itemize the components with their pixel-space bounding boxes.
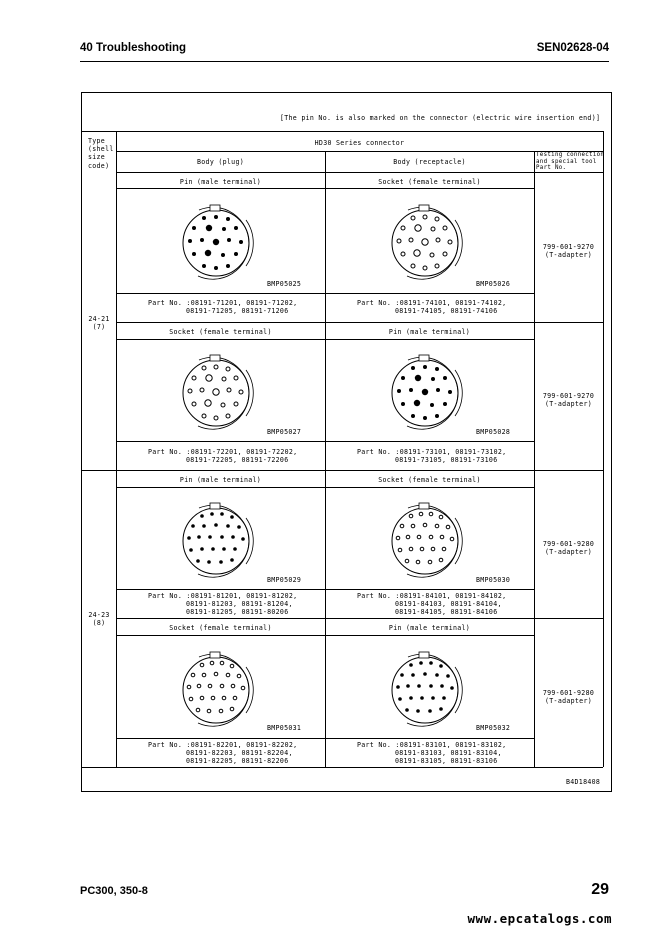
part-numbers: Part No. :08191-72201, 08191-72202, 08191-72205, 08191-72206 <box>148 448 298 464</box>
page-number: 29 <box>591 881 609 898</box>
col-mid-line <box>325 151 326 767</box>
connector-pin-diagram <box>375 348 475 434</box>
rule-g2-top <box>82 470 603 471</box>
tool-part-number: 799-601-9270 (T-adapter) <box>542 243 595 259</box>
col-body-plug: Body (plug) <box>197 158 244 166</box>
col-type-line <box>116 131 117 767</box>
col-tool-header: Testing connection and special tool Part No. <box>536 152 605 171</box>
figure-code: BMP05028 <box>476 428 511 436</box>
drawing-code: B4D18408 <box>566 778 601 786</box>
cell-label: Pin (male terminal) <box>388 328 471 336</box>
connector-pin-diagram <box>375 645 475 731</box>
figure-code: BMP05030 <box>476 576 511 584</box>
cell-label: Socket (female terminal) <box>378 476 481 484</box>
cell-label: Socket (female terminal) <box>378 178 481 186</box>
connector-socket-diagram <box>166 348 266 434</box>
connector-table <box>81 92 612 792</box>
cell-label: Pin (male terminal) <box>388 624 471 632</box>
type-code-group-2: 24-23 (8) <box>88 611 110 627</box>
header-doc-code: SEN02628-04 <box>536 42 609 54</box>
connector-socket-diagram <box>375 496 475 582</box>
part-numbers: Part No. :08191-71201, 08191-71202, 08191-71205, 08191-71206 <box>148 299 298 315</box>
cell-label: Socket (female terminal) <box>169 328 272 336</box>
rule-r2-top <box>116 322 603 323</box>
figure-code: BMP05026 <box>476 280 511 288</box>
header-rule <box>80 61 609 62</box>
tool-part-number: 799-601-9280 (T-adapter) <box>542 689 595 705</box>
cell-label: Socket (female terminal) <box>169 624 272 632</box>
figure-code: BMP05025 <box>267 280 302 288</box>
rule-head <box>116 172 603 173</box>
connector-pin-diagram <box>166 496 266 582</box>
rule-series <box>116 151 603 152</box>
part-numbers: Part No. :08191-82201, 08191-82202, 08191-82203, 08191-82204, 08191-82205, 08191-82206 <box>148 741 298 765</box>
connector-pin-diagram <box>166 198 266 284</box>
table-note: [The pin No. is also marked on the connector (electric wire insertion end)] <box>280 114 601 122</box>
header-section: 40 Troubleshooting <box>80 42 187 54</box>
cell-label: Pin (male terminal) <box>179 476 262 484</box>
connector-socket-diagram <box>375 198 475 284</box>
type-code-group-1: 24-21 (7) <box>88 315 110 331</box>
rule-top <box>82 131 603 132</box>
rule-bottom <box>82 767 603 768</box>
watermark-url: www.epcatalogs.com <box>467 911 612 926</box>
part-numbers: Part No. :08191-81201, 08191-81202, 08191-81203, 08191-81204, 08191-81205, 08191-80206 <box>148 592 298 616</box>
figure-code: BMP05029 <box>267 576 302 584</box>
part-numbers: Part No. :08191-73101, 08191-73102, 08191-73105, 08191-73106 <box>357 448 507 464</box>
tool-part-number: 799-601-9280 (T-adapter) <box>542 540 595 556</box>
figure-code: BMP05031 <box>267 724 302 732</box>
part-numbers: Part No. :08191-83101, 08191-83102, 08191-83103, 08191-83104, 08191-83105, 08191-83106 <box>357 741 507 765</box>
part-numbers: Part No. :08191-74101, 08191-74102, 08191-74105, 08191-74106 <box>357 299 507 315</box>
series-title: HD30 Series connector <box>314 139 405 147</box>
figure-code: BMP05027 <box>267 428 302 436</box>
rule-r4-top <box>116 618 603 619</box>
figure-code: BMP05032 <box>476 724 511 732</box>
cell-label: Pin (male terminal) <box>179 178 262 186</box>
footer-model: PC300, 350-8 <box>80 885 148 897</box>
col-body-receptacle: Body (receptacle) <box>393 158 466 166</box>
type-header: Type (shell size code) <box>88 137 114 170</box>
col-right-line <box>603 131 604 767</box>
part-numbers: Part No. :08191-84101, 08191-84102, 08191-84103, 08191-84104, 08191-84105, 08191-84106 <box>357 592 507 616</box>
connector-socket-diagram <box>166 645 266 731</box>
tool-part-number: 799-601-9270 (T-adapter) <box>542 392 595 408</box>
